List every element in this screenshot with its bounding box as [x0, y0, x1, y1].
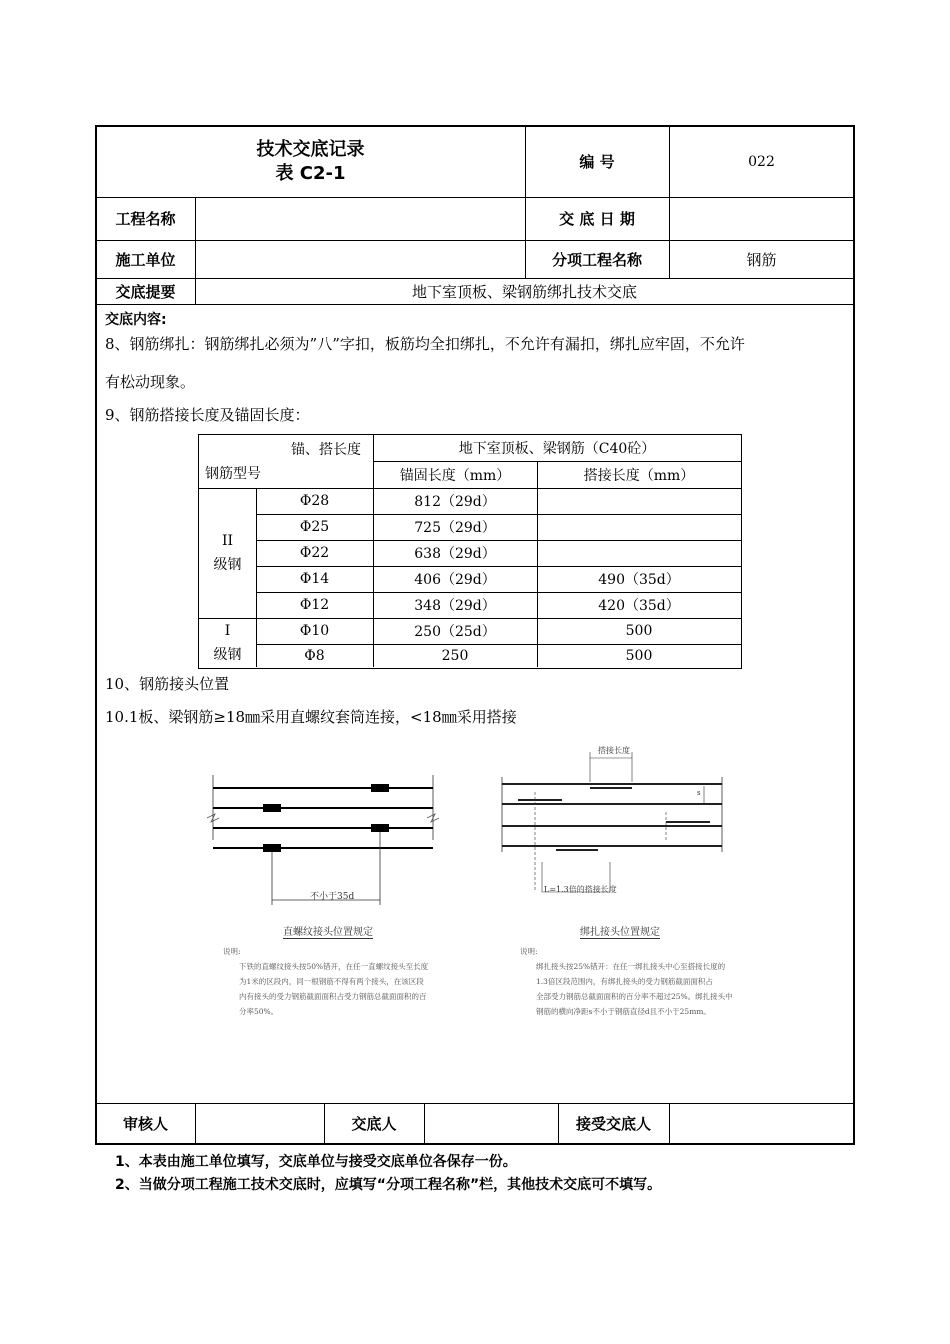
right-note: [520, 944, 733, 1019]
row-size: Φ25: [299, 519, 330, 535]
row-anchor: 725（29d）: [414, 520, 496, 536]
grade-2-text: 级钢: [213, 557, 242, 573]
row-lap: [537, 540, 741, 566]
code-label: 编 号: [579, 153, 615, 171]
paragraph-10: 10、钢筋接头位置: [105, 675, 230, 693]
project-name-label: 工程名称: [115, 210, 176, 228]
contractor-label: 施工单位: [115, 250, 176, 269]
project-name-field[interactable]: [195, 197, 525, 240]
footnote-2: 2、当做分项工程施工技术交底时，应填写“分项工程名称”栏，其他技术交底可不填写。: [115, 1177, 662, 1193]
row-size: Φ22: [299, 545, 330, 561]
row-anchor: 348（29d）: [414, 598, 496, 614]
grade-2-roman: II: [221, 533, 234, 549]
row-size: Φ28: [299, 493, 330, 509]
left-dimension-label: 不小于35d: [310, 892, 355, 902]
row-lap: 490（35d）: [598, 572, 680, 588]
right-top-label: 搭接长度: [598, 746, 630, 755]
paragraph-8-line-2: 有松动现象。: [105, 373, 196, 391]
paragraph-8-line-1: 8、钢筋绑扎：钢筋绑扎必须为”八”字扣，板筋均全扣绑扎，不允许有漏扣，绑扎应牢固，不允许: [105, 335, 745, 353]
row-size: Φ8: [304, 648, 325, 664]
grade-1-label: [199, 618, 256, 667]
receiver-label: 接受交底人: [575, 1115, 651, 1133]
row-lap: 500: [625, 623, 653, 639]
right-note-line: 全部受力钢筋总截面面积的百分率不超过25%。绑扎接头中: [536, 992, 733, 1001]
summary-field[interactable]: 地下室顶板、梁钢筋绑扎技术交底: [411, 282, 637, 301]
right-note-title: 说明:: [520, 947, 538, 956]
col-anchor-header: 锚固长度（mm）: [399, 467, 511, 484]
left-note-line: 下铁的直螺纹接头按50%错开，在任一直螺纹接头至长度: [239, 962, 429, 971]
group-header: 地下室顶板、梁钢筋（C40砼）: [458, 441, 656, 457]
right-note-line: 钢筋的横向净距s不小于钢筋直径d且不小于25mm。: [536, 1007, 711, 1016]
left-diagram-caption: 直螺纹接头位置规定: [283, 923, 373, 939]
left-note-line: 分率50%。: [239, 1007, 279, 1016]
row-anchor: 250: [441, 648, 469, 664]
left-note-line: 为1米的区段内，同一根钢筋不得有两个接头，在该区段: [239, 977, 424, 986]
row-lap: 500: [625, 648, 653, 664]
title-line-1: 技术交底记录: [256, 138, 365, 160]
right-spacing-label: s: [697, 789, 701, 797]
corner-bottom-label: 钢筋型号: [205, 466, 261, 482]
paragraph-9: 9、钢筋搭接长度及锚固长度：: [105, 406, 310, 424]
receiver-field[interactable]: [669, 1103, 854, 1144]
col-lap-header: 搭接长度（mm）: [583, 467, 695, 484]
row-anchor: 406（29d）: [414, 572, 496, 588]
footnote-1: 1、本表由施工单位填写，交底单位与接受交底单位各保存一份。: [115, 1154, 517, 1170]
summary-label: 交底提要: [115, 282, 176, 301]
contractor-field[interactable]: [195, 240, 525, 278]
subitem-label: 分项工程名称: [551, 250, 642, 269]
row-size: Φ14: [299, 571, 330, 587]
reviewer-field[interactable]: [195, 1103, 324, 1144]
grade-2-label: [199, 488, 256, 618]
date-field[interactable]: [669, 197, 854, 240]
row-anchor: 812（29d）: [414, 494, 496, 510]
presenter-label: 交底人: [351, 1115, 397, 1133]
divider: [96, 304, 854, 305]
grade-1-roman: I: [224, 622, 231, 639]
code-value[interactable]: 022: [748, 153, 775, 170]
left-note-line: 内有接头的受力钢筋截面面积占受力钢筋总截面面积的百: [239, 992, 427, 1001]
title-line-2: 表 C2-1: [275, 162, 346, 184]
lap-joint-diagram: [490, 742, 740, 902]
subitem-field[interactable]: 钢筋: [746, 250, 777, 269]
row-size: Φ10: [299, 623, 330, 639]
right-note-line: 1.3倍区段范围内，有绑扎接头的受力钢筋截面面积占: [536, 977, 713, 986]
left-note: [223, 944, 428, 1019]
date-label: 交 底 日 期: [559, 210, 635, 228]
row-lap: [537, 514, 741, 540]
content-heading: 交底内容:: [105, 312, 167, 328]
paragraph-10-1: 10.1板、梁钢筋≥18㎜采用直螺纹套筒连接，<18㎜采用搭接: [105, 708, 517, 726]
corner-top-label: 锚、搭长度: [291, 442, 361, 458]
row-size: Φ12: [299, 597, 330, 613]
right-note-line: 绑扎接头按25%错开：在任一绑扎接头中心至搭接长度的: [536, 962, 726, 971]
right-diagram-caption: 绑扎接头位置规定: [580, 923, 660, 939]
reviewer-label: 审核人: [122, 1115, 168, 1133]
left-note-title: 说明:: [223, 947, 241, 956]
presenter-field[interactable]: [424, 1103, 558, 1144]
right-dimension-label: L=1.3倍的搭接长度: [544, 885, 617, 894]
row-anchor: 250（25d）: [414, 624, 496, 640]
row-anchor: 638（29d）: [414, 546, 496, 562]
rebar-table: [198, 434, 742, 669]
row-lap: 420（35d）: [598, 598, 680, 614]
grade-1-text: 级钢: [213, 646, 242, 663]
form-title: [96, 126, 525, 197]
row-lap: [537, 488, 741, 514]
